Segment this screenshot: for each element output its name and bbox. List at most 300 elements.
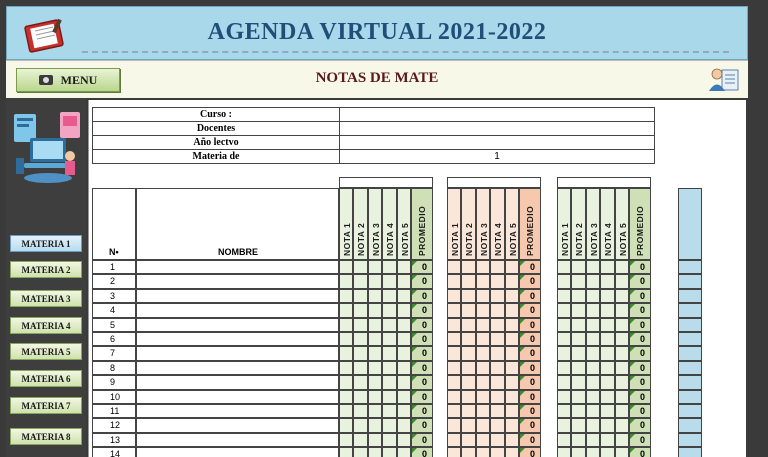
note-cell[interactable]	[382, 447, 396, 457]
average-cell: 0	[411, 318, 433, 332]
note-cell[interactable]	[571, 361, 585, 375]
note-cell[interactable]	[571, 289, 585, 303]
note-cell[interactable]	[339, 404, 353, 418]
note-cell[interactable]	[490, 447, 504, 457]
note-cell[interactable]	[615, 346, 629, 360]
note-cell[interactable]	[586, 346, 600, 360]
average-cell: 0	[629, 289, 651, 303]
note-cell[interactable]	[447, 346, 461, 360]
average-cell: 0	[411, 433, 433, 447]
formula-marker-icon	[520, 304, 525, 309]
note-cell[interactable]	[586, 447, 600, 457]
row-number: 3	[92, 289, 136, 303]
note-column-label: NOTA 5	[399, 222, 410, 256]
note-cell[interactable]	[557, 274, 571, 288]
note-cell[interactable]	[353, 289, 367, 303]
note-cell[interactable]	[447, 303, 461, 317]
student-name-cell[interactable]	[136, 447, 339, 457]
sidebar-item-materia-7[interactable]: MATERIA 7	[10, 397, 82, 414]
note-cell[interactable]	[490, 332, 504, 346]
note-cell[interactable]	[571, 303, 585, 317]
note-cell[interactable]	[476, 289, 490, 303]
note-cell[interactable]	[615, 332, 629, 346]
note-column-label: NOTA 3	[588, 222, 599, 256]
note-cell[interactable]	[461, 346, 475, 360]
note-cell[interactable]	[339, 318, 353, 332]
note-cell[interactable]	[353, 390, 367, 404]
note-cell[interactable]	[397, 447, 411, 457]
note-cell[interactable]	[557, 332, 571, 346]
extra-cell	[678, 418, 702, 432]
formula-marker-icon	[630, 391, 635, 396]
sidebar-item-materia-3[interactable]: MATERIA 3	[10, 290, 82, 307]
formula-marker-icon	[630, 333, 635, 338]
note-cell[interactable]	[557, 303, 571, 317]
page-heading: NOTAS DE MATE	[315, 70, 439, 86]
note-cell[interactable]	[615, 375, 629, 389]
note-cell[interactable]	[353, 404, 367, 418]
note-cell[interactable]	[600, 361, 614, 375]
note-cell[interactable]	[353, 447, 367, 457]
average-cell: 0	[519, 274, 541, 288]
note-cell[interactable]	[557, 433, 571, 447]
note-cell[interactable]	[476, 390, 490, 404]
note-cell[interactable]	[571, 447, 585, 457]
note-cell[interactable]	[353, 375, 367, 389]
note-cell[interactable]	[505, 274, 519, 288]
note-cell[interactable]	[505, 361, 519, 375]
note-cell[interactable]	[461, 404, 475, 418]
note-cell[interactable]	[397, 289, 411, 303]
extra-cell	[678, 332, 702, 346]
formula-marker-icon	[630, 434, 635, 439]
note-cell[interactable]	[397, 332, 411, 346]
sidebar	[6, 98, 86, 457]
note-cell[interactable]	[368, 346, 382, 360]
note-cell[interactable]	[447, 289, 461, 303]
note-cell[interactable]	[586, 303, 600, 317]
users-icon[interactable]	[708, 64, 740, 94]
note-cell[interactable]	[586, 433, 600, 447]
note-cell[interactable]	[461, 375, 475, 389]
note-cell[interactable]	[571, 404, 585, 418]
note-cell[interactable]	[397, 260, 411, 274]
note-cell[interactable]	[397, 318, 411, 332]
note-cell[interactable]	[353, 433, 367, 447]
student-name-cell[interactable]	[136, 361, 339, 375]
note-cell[interactable]	[382, 303, 396, 317]
note-cell[interactable]	[447, 433, 461, 447]
student-name-cell[interactable]	[136, 390, 339, 404]
note-cell[interactable]	[586, 332, 600, 346]
note-cell[interactable]	[571, 418, 585, 432]
info-row	[93, 108, 655, 122]
note-cell[interactable]	[461, 433, 475, 447]
average-cell: 0	[411, 303, 433, 317]
note-cell[interactable]	[461, 260, 475, 274]
note-cell[interactable]	[557, 318, 571, 332]
student-name-cell[interactable]	[136, 404, 339, 418]
note-cell[interactable]	[490, 289, 504, 303]
note-cell[interactable]	[339, 289, 353, 303]
formula-marker-icon	[520, 391, 525, 396]
formula-marker-icon	[412, 333, 417, 338]
note-cell[interactable]	[505, 332, 519, 346]
average-cell: 0	[519, 332, 541, 346]
note-cell[interactable]	[461, 318, 475, 332]
note-cell[interactable]	[339, 274, 353, 288]
note-cell[interactable]	[490, 375, 504, 389]
note-cell[interactable]	[600, 274, 614, 288]
average-cell: 0	[519, 418, 541, 432]
note-cell[interactable]	[586, 418, 600, 432]
sidebar-item-materia-6[interactable]: MATERIA 6	[10, 370, 82, 387]
note-cell[interactable]	[600, 260, 614, 274]
note-cell[interactable]	[557, 361, 571, 375]
average-cell: 0	[519, 361, 541, 375]
note-cell[interactable]	[476, 346, 490, 360]
note-cell[interactable]	[447, 390, 461, 404]
note-cell[interactable]	[461, 418, 475, 432]
sidebar-item-materia-4[interactable]: MATERIA 4	[10, 317, 82, 334]
extra-cell	[678, 433, 702, 447]
note-cell[interactable]	[476, 375, 490, 389]
note-cell[interactable]	[353, 332, 367, 346]
note-cell[interactable]	[557, 260, 571, 274]
note-cell[interactable]	[586, 260, 600, 274]
row-number: 10	[92, 390, 136, 404]
note-cell[interactable]	[600, 375, 614, 389]
note-cell[interactable]	[557, 346, 571, 360]
note-cell[interactable]	[476, 361, 490, 375]
note-cell[interactable]	[600, 318, 614, 332]
student-name-cell[interactable]	[136, 346, 339, 360]
formula-marker-icon	[630, 448, 635, 453]
note-cell[interactable]	[461, 390, 475, 404]
note-cell[interactable]	[505, 375, 519, 389]
note-cell[interactable]	[397, 433, 411, 447]
student-name-cell[interactable]	[136, 260, 339, 274]
note-cell[interactable]	[505, 260, 519, 274]
note-cell[interactable]	[382, 318, 396, 332]
note-cell[interactable]	[571, 375, 585, 389]
note-cell[interactable]	[615, 390, 629, 404]
student-name-cell[interactable]	[136, 433, 339, 447]
note-cell[interactable]	[397, 303, 411, 317]
note-cell[interactable]	[586, 289, 600, 303]
note-column-label: NOTA 5	[617, 222, 628, 256]
info-value[interactable]	[340, 108, 655, 122]
average-cell: 0	[629, 318, 651, 332]
note-cell[interactable]	[339, 390, 353, 404]
formula-marker-icon	[630, 261, 635, 266]
note-cell[interactable]	[490, 346, 504, 360]
note-column-label: NOTA 1	[450, 222, 460, 256]
note-cell[interactable]	[615, 418, 629, 432]
note-cell[interactable]	[490, 404, 504, 418]
note-cell[interactable]	[615, 274, 629, 288]
note-cell[interactable]	[382, 418, 396, 432]
note-cell[interactable]	[505, 418, 519, 432]
note-column-label: NOTA 4	[603, 222, 614, 256]
row-number: 12	[92, 418, 136, 432]
student-name-cell[interactable]	[136, 274, 339, 288]
note-cell[interactable]	[615, 404, 629, 418]
note-cell[interactable]	[382, 274, 396, 288]
note-cell[interactable]	[447, 318, 461, 332]
note-cell[interactable]	[397, 274, 411, 288]
formula-marker-icon	[630, 362, 635, 367]
extra-cell	[678, 447, 702, 457]
note-cell[interactable]	[368, 318, 382, 332]
sidebar-item-materia-2[interactable]: MATERIA 2	[10, 261, 82, 278]
note-cell[interactable]	[557, 418, 571, 432]
extra-column-header	[678, 188, 702, 260]
average-cell: 0	[519, 303, 541, 317]
note-cell[interactable]	[476, 404, 490, 418]
note-cell[interactable]	[339, 447, 353, 457]
note-cell[interactable]	[571, 433, 585, 447]
student-name-cell[interactable]	[136, 289, 339, 303]
student-name-cell[interactable]	[136, 303, 339, 317]
note-cell[interactable]	[505, 433, 519, 447]
info-row	[93, 150, 655, 164]
note-cell[interactable]	[490, 433, 504, 447]
num-header-label: N•	[109, 247, 119, 257]
average-cell: 0	[411, 361, 433, 375]
note-cell[interactable]	[339, 375, 353, 389]
note-cell[interactable]	[353, 318, 367, 332]
note-cell[interactable]	[339, 433, 353, 447]
formula-marker-icon	[520, 261, 525, 266]
note-cell[interactable]	[447, 404, 461, 418]
note-cell[interactable]	[615, 260, 629, 274]
note-cell[interactable]	[600, 289, 614, 303]
note-cell[interactable]	[368, 447, 382, 457]
info-row	[93, 136, 655, 150]
note-cell[interactable]	[586, 274, 600, 288]
student-name-cell[interactable]	[136, 418, 339, 432]
note-cell[interactable]	[586, 404, 600, 418]
note-cell[interactable]	[476, 332, 490, 346]
note-cell[interactable]	[447, 447, 461, 457]
note-cell[interactable]	[476, 318, 490, 332]
formula-marker-icon	[630, 419, 635, 424]
note-cell[interactable]	[368, 375, 382, 389]
formula-marker-icon	[412, 275, 417, 280]
note-cell[interactable]	[382, 404, 396, 418]
note-cell[interactable]	[600, 346, 614, 360]
note-cell[interactable]	[339, 346, 353, 360]
note-cell[interactable]	[353, 361, 367, 375]
note-cell[interactable]	[447, 274, 461, 288]
note-cell[interactable]	[382, 390, 396, 404]
note-cell[interactable]	[600, 433, 614, 447]
note-cell[interactable]	[505, 447, 519, 457]
note-cell[interactable]	[339, 361, 353, 375]
note-cell[interactable]	[615, 361, 629, 375]
note-cell[interactable]	[353, 303, 367, 317]
note-cell[interactable]	[339, 418, 353, 432]
note-cell[interactable]	[339, 260, 353, 274]
note-cell[interactable]	[476, 260, 490, 274]
note-cell[interactable]	[490, 390, 504, 404]
note-cell[interactable]	[368, 390, 382, 404]
note-cell[interactable]	[571, 346, 585, 360]
note-cell[interactable]	[505, 318, 519, 332]
formula-marker-icon	[412, 419, 417, 424]
note-cell[interactable]	[368, 289, 382, 303]
average-cell: 0	[629, 375, 651, 389]
info-value[interactable]	[340, 136, 655, 150]
note-cell[interactable]	[397, 418, 411, 432]
sidebar-item-materia-1[interactable]: MATERIA 1	[10, 235, 82, 252]
note-cell[interactable]	[382, 332, 396, 346]
average-cell: 0	[411, 346, 433, 360]
note-cell[interactable]	[382, 289, 396, 303]
info-value[interactable]	[340, 122, 655, 136]
note-column-label: NOTA 3	[478, 222, 489, 256]
note-cell[interactable]	[447, 361, 461, 375]
note-cell[interactable]	[505, 404, 519, 418]
average-cell: 0	[411, 375, 433, 389]
note-cell[interactable]	[571, 318, 585, 332]
note-cell[interactable]	[600, 404, 614, 418]
note-cell[interactable]	[557, 390, 571, 404]
note-cell[interactable]	[490, 318, 504, 332]
formula-marker-icon	[412, 376, 417, 381]
formula-marker-icon	[630, 405, 635, 410]
average-column-label: PROMEDIO	[417, 205, 427, 256]
note-cell[interactable]	[505, 303, 519, 317]
note-cell[interactable]	[557, 375, 571, 389]
sidebar-item-materia-5[interactable]: MATERIA 5	[10, 343, 82, 360]
note-cell[interactable]	[505, 346, 519, 360]
note-cell[interactable]	[461, 447, 475, 457]
student-name-cell[interactable]	[136, 332, 339, 346]
note-cell[interactable]	[382, 260, 396, 274]
note-cell[interactable]	[600, 390, 614, 404]
info-value[interactable]: 1	[340, 150, 655, 164]
average-cell: 0	[411, 332, 433, 346]
note-cell[interactable]	[476, 274, 490, 288]
note-cell[interactable]	[476, 418, 490, 432]
note-cell[interactable]	[615, 289, 629, 303]
note-cell[interactable]	[397, 346, 411, 360]
info-label: Curso :	[93, 108, 340, 122]
note-cell[interactable]	[353, 260, 367, 274]
average-cell: 0	[519, 433, 541, 447]
note-cell[interactable]	[557, 404, 571, 418]
note-cell[interactable]	[586, 390, 600, 404]
note-cell[interactable]	[571, 332, 585, 346]
note-cell[interactable]	[461, 289, 475, 303]
note-cell[interactable]	[353, 346, 367, 360]
note-cell[interactable]	[339, 332, 353, 346]
note-cell[interactable]	[505, 289, 519, 303]
note-cell[interactable]	[586, 375, 600, 389]
note-cell[interactable]	[586, 318, 600, 332]
note-cell[interactable]	[615, 303, 629, 317]
note-cell[interactable]	[368, 260, 382, 274]
note-cell[interactable]	[447, 332, 461, 346]
note-cell[interactable]	[600, 303, 614, 317]
note-cell[interactable]	[368, 332, 382, 346]
note-cell[interactable]	[447, 260, 461, 274]
note-cell[interactable]	[368, 303, 382, 317]
note-cell[interactable]	[353, 418, 367, 432]
extra-cell	[678, 361, 702, 375]
note-cell[interactable]	[397, 404, 411, 418]
note-cell[interactable]	[615, 447, 629, 457]
note-cell[interactable]	[382, 346, 396, 360]
note-cell[interactable]	[368, 433, 382, 447]
note-cell[interactable]	[397, 390, 411, 404]
note-cell[interactable]	[476, 447, 490, 457]
note-cell[interactable]	[571, 390, 585, 404]
app-title: AGENDA VIRTUAL 2021-2022	[207, 19, 547, 45]
note-cell[interactable]	[586, 361, 600, 375]
note-cell[interactable]	[447, 375, 461, 389]
note-cell[interactable]	[490, 260, 504, 274]
note-cell[interactable]	[353, 274, 367, 288]
note-cell[interactable]	[339, 303, 353, 317]
average-cell: 0	[519, 390, 541, 404]
note-cell[interactable]	[368, 274, 382, 288]
note-cell[interactable]	[505, 390, 519, 404]
note-cell[interactable]	[571, 260, 585, 274]
note-cell[interactable]	[600, 447, 614, 457]
note-cell[interactable]	[476, 303, 490, 317]
note-cell[interactable]	[615, 433, 629, 447]
note-cell[interactable]	[397, 361, 411, 375]
info-label: Año lectvo	[93, 136, 340, 150]
note-cell[interactable]	[397, 375, 411, 389]
extra-cell	[678, 318, 702, 332]
note-cell[interactable]	[368, 404, 382, 418]
student-name-cell[interactable]	[136, 375, 339, 389]
note-cell[interactable]	[447, 418, 461, 432]
note-cell[interactable]	[490, 274, 504, 288]
note-cell[interactable]	[368, 361, 382, 375]
sidebar-item-materia-8[interactable]: MATERIA 8	[10, 428, 82, 445]
formula-marker-icon	[412, 391, 417, 396]
note-cell[interactable]	[490, 361, 504, 375]
note-cell[interactable]	[382, 375, 396, 389]
name-header-label: NOMBRE	[218, 247, 258, 257]
note-cell[interactable]	[557, 289, 571, 303]
note-cell[interactable]	[461, 274, 475, 288]
note-cell[interactable]	[476, 433, 490, 447]
note-cell[interactable]	[461, 303, 475, 317]
note-cell[interactable]	[571, 274, 585, 288]
formula-marker-icon	[520, 319, 525, 324]
note-cell[interactable]	[490, 303, 504, 317]
note-cell[interactable]	[382, 361, 396, 375]
student-name-cell[interactable]	[136, 318, 339, 332]
note-cell[interactable]	[600, 418, 614, 432]
average-cell: 0	[519, 447, 541, 457]
note-cell[interactable]	[461, 361, 475, 375]
average-cell: 0	[629, 361, 651, 375]
note-cell[interactable]	[382, 433, 396, 447]
note-cell[interactable]	[490, 418, 504, 432]
note-cell[interactable]	[461, 332, 475, 346]
note-cell[interactable]	[557, 447, 571, 457]
note-cell[interactable]	[368, 418, 382, 432]
note-cell[interactable]	[600, 332, 614, 346]
note-cell[interactable]	[615, 318, 629, 332]
